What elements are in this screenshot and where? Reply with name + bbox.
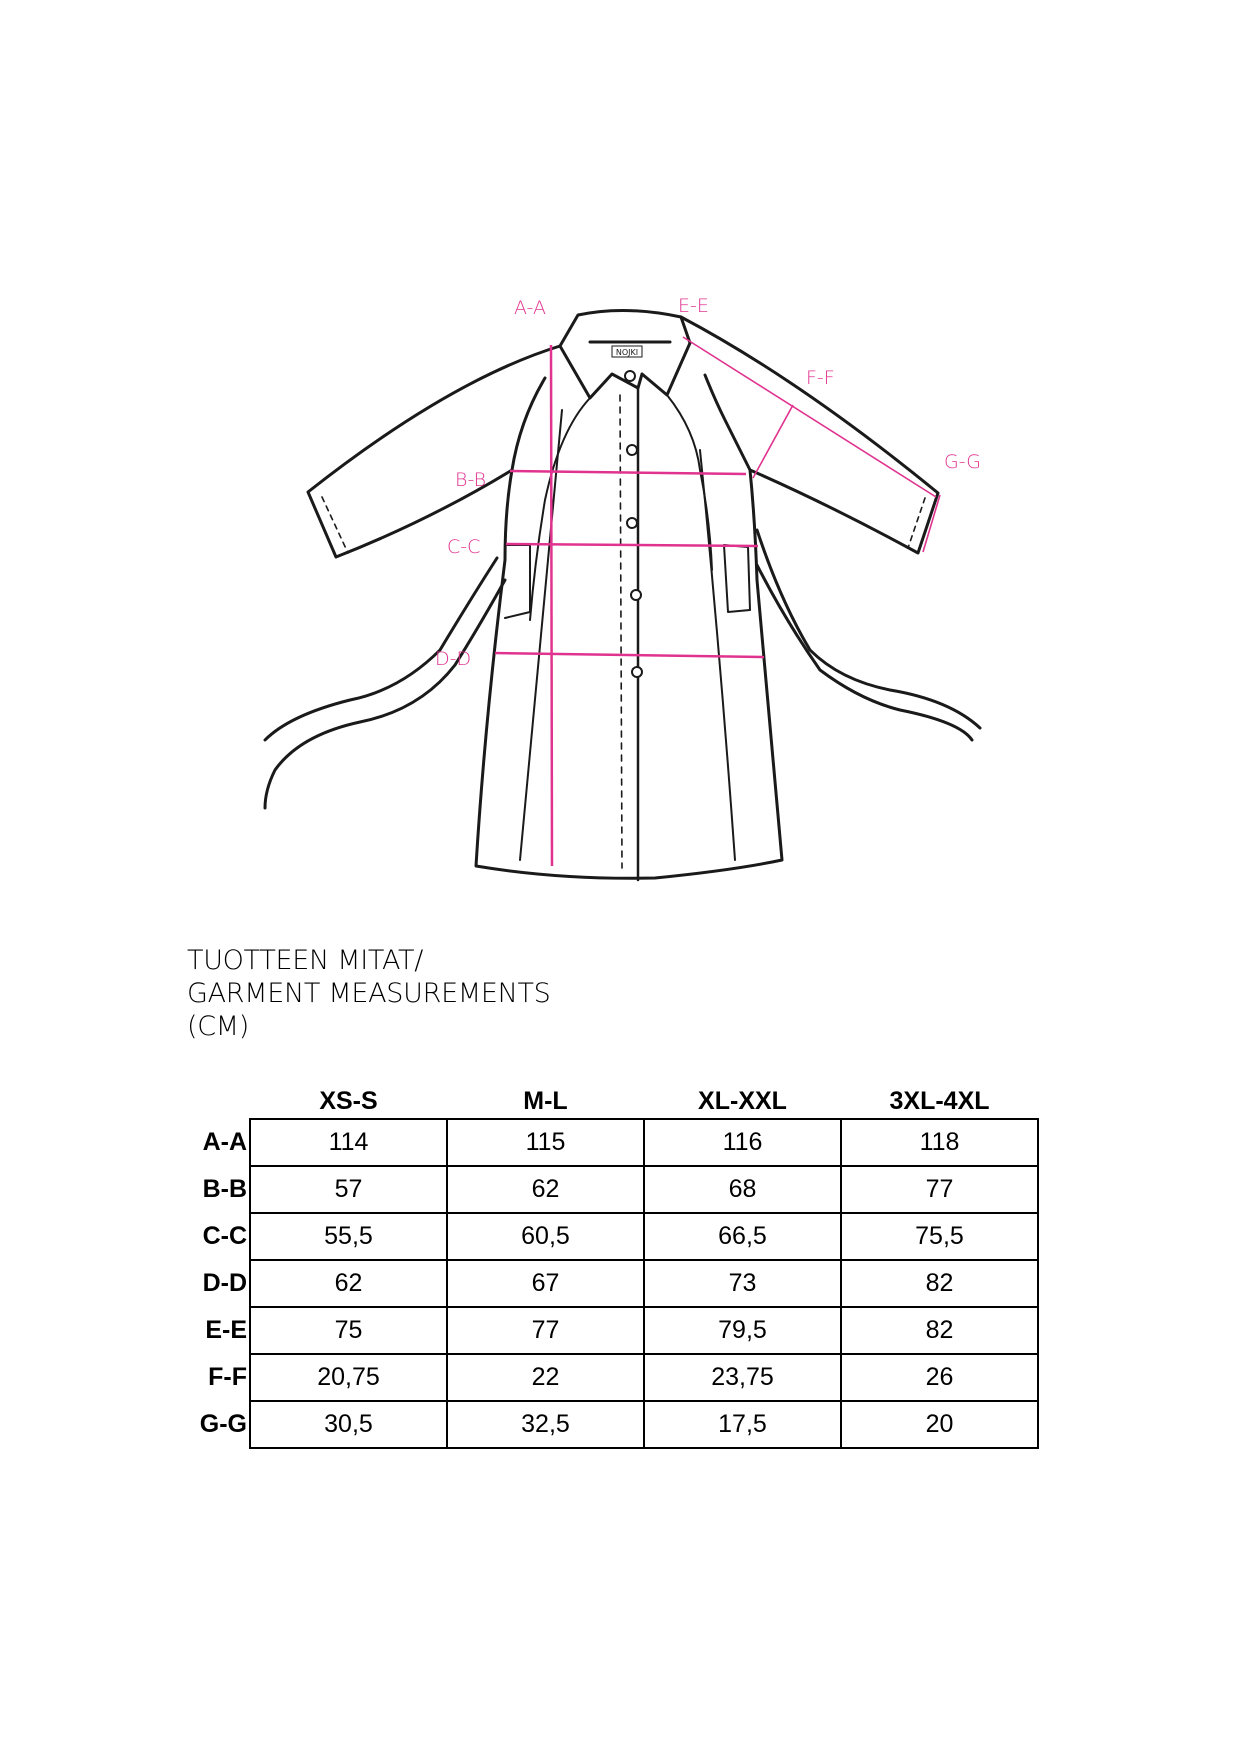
left-sleeve [308,346,560,557]
table-cell: 30,5 [250,1401,447,1448]
brand-tag-text: NOJKI [615,348,639,357]
table-cell: 67 [447,1260,644,1307]
measure-line-b [510,471,746,474]
raglan-seam-right [667,395,712,570]
label-a: A-A [514,297,547,319]
table-cell: 62 [250,1260,447,1307]
table-cell: 82 [841,1307,1038,1354]
table-cell: 60,5 [447,1213,644,1260]
brand-tag [612,346,642,357]
measure-line-g [923,495,940,552]
label-c: C-C [447,536,481,558]
corner-cell [182,1074,250,1119]
table-cell: 118 [841,1119,1038,1166]
button [627,518,637,528]
table-row [182,1307,1038,1354]
measurements-heading [187,944,551,1043]
table-cell: 77 [447,1307,644,1354]
belt-right-inner [757,565,972,740]
table-cell: 55,5 [250,1213,447,1260]
heading-line-2: GARMENT MEASUREMENTS [187,978,551,1009]
table-cell: 32,5 [447,1401,644,1448]
table-cell: 114 [250,1119,447,1166]
right-sleeve [681,317,938,553]
table-row [182,1354,1038,1401]
table-cell: 66,5 [644,1213,841,1260]
placket-stitch [620,395,622,868]
table-cell: 20,75 [250,1354,447,1401]
table-cell: 26 [841,1354,1038,1401]
measure-line-f [753,405,793,478]
size-table [182,1074,1039,1449]
table-cell: 68 [644,1166,841,1213]
table-cell: 75,5 [841,1213,1038,1260]
size-header: XS-S [319,1087,378,1115]
table-cell: 75 [250,1307,447,1354]
table-cell: 116 [644,1119,841,1166]
measure-line-a [551,345,552,866]
size-header: 3XL-4XL [889,1087,990,1115]
table-row [182,1119,1038,1166]
pocket-left [505,545,530,618]
table-cell: 62 [447,1166,644,1213]
label-g: G-G [944,451,981,473]
row-label: C-C [202,1222,247,1250]
table-cell: 82 [841,1260,1038,1307]
table-cell: 73 [644,1260,841,1307]
row-label: D-D [202,1269,247,1297]
table-row [182,1260,1038,1307]
table-cell: 115 [447,1119,644,1166]
table-cell: 77 [841,1166,1038,1213]
measure-labels [435,295,981,670]
button [631,590,641,600]
row-label: F-F [208,1363,247,1391]
table-cell: 57 [250,1166,447,1213]
row-label: A-A [202,1128,247,1156]
front-seam-left [520,410,562,860]
label-f: F-F [806,367,835,389]
label-e: E-E [678,295,709,317]
size-header-row [182,1074,1038,1119]
row-label: B-B [202,1175,247,1203]
row-label: G-G [199,1410,247,1438]
size-header: XL-XXL [698,1087,787,1115]
table-cell: 17,5 [644,1401,841,1448]
button [627,445,637,455]
buttons [625,371,642,677]
heading-line-1: TUOTTEEN MITAT/ [187,945,424,976]
row-label: E-E [205,1316,247,1344]
button [625,371,635,381]
label-b: B-B [455,469,487,491]
pocket-right [724,545,750,612]
left-cuff [322,497,348,553]
table-cell: 22 [447,1354,644,1401]
label-d: D-D [435,648,472,670]
table-row [182,1401,1038,1448]
table-cell: 79,5 [644,1307,841,1354]
coat-outline [265,310,980,880]
belt-left-inner [265,580,505,808]
measure-line-c [506,544,758,546]
table-row [182,1213,1038,1260]
table-row [182,1166,1038,1213]
table-cell: 20 [841,1401,1038,1448]
size-header: M-L [523,1087,568,1115]
button [632,667,642,677]
table-cell: 23,75 [644,1354,841,1401]
measure-line-d [495,653,764,657]
heading-line-3: (CM) [187,1011,250,1042]
